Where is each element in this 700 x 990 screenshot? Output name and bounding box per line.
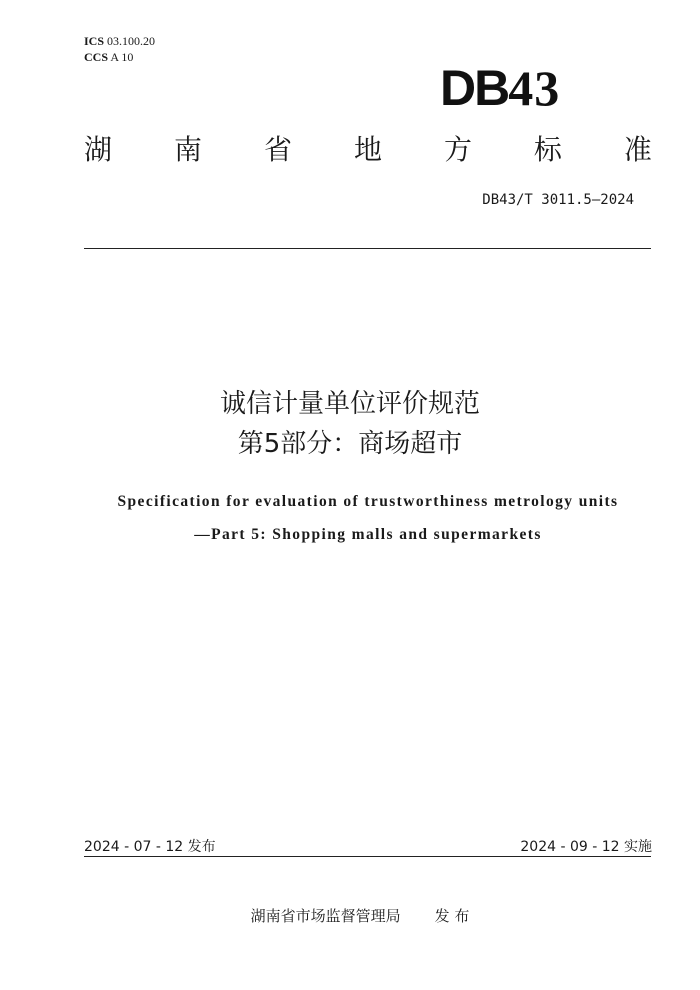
classification-codes xyxy=(84,33,155,65)
db43-logo: DB43 xyxy=(440,60,561,116)
ccs-code: CCS A 10 xyxy=(84,50,134,64)
province-standard-title xyxy=(84,130,652,170)
province-title-char: 准 xyxy=(623,133,652,166)
chinese-title-line2: 第5部分：商场超市 xyxy=(237,429,463,459)
standard-number: DB43/T 3011.5—2024 xyxy=(482,192,634,208)
province-title-char: 方 xyxy=(443,133,472,166)
english-title-line2: —Part 5: Shopping malls and supermarkets xyxy=(194,526,542,543)
implementation-date: 2024 - 09 - 12 实施 xyxy=(520,839,652,855)
chinese-title xyxy=(0,384,700,464)
province-title-char: 省 xyxy=(263,133,292,166)
top-divider xyxy=(84,248,651,249)
province-title-char: 地 xyxy=(353,133,382,166)
release-date: 2024 - 07 - 12 发布 xyxy=(84,839,216,855)
english-title xyxy=(0,485,700,551)
chinese-title-line1: 诚信计量单位评价规范 xyxy=(219,389,480,419)
issuing-authority xyxy=(0,905,700,926)
province-title-char: 标 xyxy=(533,133,562,166)
province-title-char: 南 xyxy=(173,133,202,166)
bottom-divider xyxy=(84,856,651,857)
issuer-org: 湖南省市场监督管理局 xyxy=(250,907,401,925)
province-title-char: 湖 xyxy=(84,133,113,166)
ics-code: ICS 03.100.20 xyxy=(84,34,156,48)
english-title-line1: Specification for evaluation of trustworthiness metrology units xyxy=(117,493,619,510)
issuer-action: 发 布 xyxy=(434,907,470,925)
